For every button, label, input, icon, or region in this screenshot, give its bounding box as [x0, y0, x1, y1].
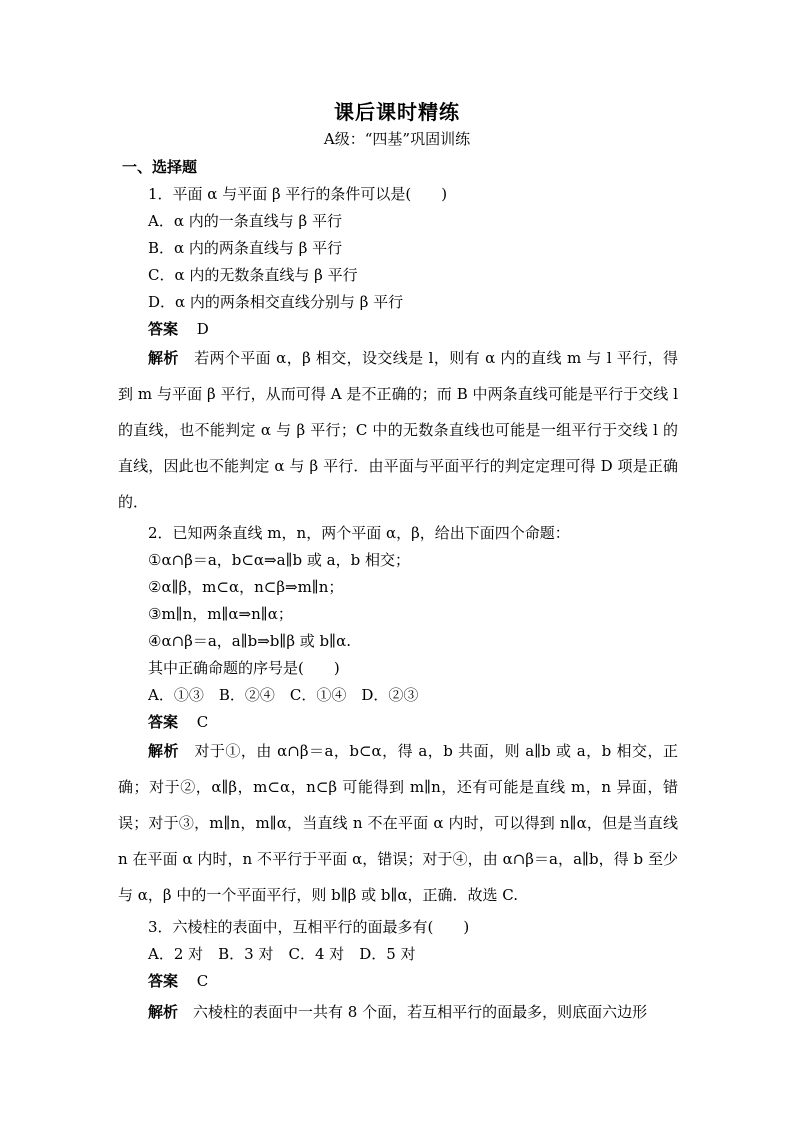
answer-label: 答案 — [148, 713, 179, 731]
analysis-label: 解析 — [148, 349, 179, 367]
page-subtitle: A级：“四基”巩固训练 — [323, 130, 471, 148]
q1-answer — [148, 318, 209, 339]
section-heading: 一、选择题 — [122, 158, 198, 176]
analysis-label: 解析 — [148, 1003, 179, 1021]
q2-analysis — [118, 733, 678, 913]
q2-prop-4: ④α∩β＝a，a∥b⇒b∥β 或 b∥α. — [148, 632, 351, 650]
analysis-label: 解析 — [148, 742, 179, 760]
q1-analysis — [118, 340, 678, 520]
q2-stem: 2．已知两条直线 m，n，两个平面 α，β，给出下面四个命题： — [148, 524, 570, 542]
q1-option-c: C．α 内的无数条直线与 β 平行 — [148, 266, 358, 284]
q2-prop-2: ②α∥β，m⊂α，n⊂β⇒m∥n； — [148, 578, 344, 596]
q3-answer — [148, 970, 208, 991]
q2-prop-1: ①α∩β＝a，b⊂α⇒a∥b 或 a，b 相交； — [148, 551, 410, 569]
q2-prop-3: ③m∥n，m∥α⇒n∥α； — [148, 605, 293, 623]
q1-option-a: A．α 内的一条直线与 β 平行 — [148, 212, 342, 230]
q2-answer — [148, 711, 208, 732]
q1-stem: 1．平面 α 与平面 β 平行的条件可以是( ) — [148, 185, 448, 203]
answer-value: C — [196, 972, 209, 990]
analysis-text: 若两个平面 α，β 相交，设交线是 l，则有 α 内的直线 m 与 l 平行，得到 m 与平面 β 平行，从而可得 A 是不正确的；而 B 中两条直线可能是平行于交线 l 的直线，也不能判定 α 与 β 平行；C 中的无数条直线也可能是一组平行于交线 l 的直线，因此也不能判定 α 与 β 平行．由平面与平面平行的判定定理可得 D 项是正确的． — [118, 349, 678, 511]
q3-analysis — [118, 994, 678, 1030]
q1-option-b: B．α 内的两条直线与 β 平行 — [148, 239, 343, 257]
answer-value: C — [196, 713, 209, 731]
page-title: 课后课时精练 — [334, 100, 460, 124]
q2-question: 其中正确命题的序号是( ) — [148, 659, 340, 677]
analysis-text: 六棱柱的表面中一共有 8 个面，若互相平行的面最多，则底面六边形 — [193, 1003, 648, 1021]
answer-label: 答案 — [148, 320, 179, 338]
q1-option-d: D．α 内的两条相交直线分别与 β 平行 — [148, 293, 404, 311]
q2-options: A．①③ B．②④ C．①④ D．②③ — [148, 686, 419, 704]
analysis-text: 对于①，由 α∩β＝a，b⊂α，得 a，b 共面，则 a∥b 或 a，b 相交，正确；对于②，α∥β，m⊂α，n⊂β 可能得到 m∥n，还有可能是直线 m，n 异面，错误；对于③，m∥n，m∥α，当直线 n 不在平面 α 内时，可以得到 n∥α，但是当直线 n 在平面 α 内时，n 不平行于平面 α，错误；对于④，由 α∩β＝a，a∥b，得 b 至少与 α，β 中的一个平面平行，则 b∥β 或 b∥α，正确．故选 C. — [118, 742, 678, 904]
answer-value: D — [196, 320, 209, 338]
answer-label: 答案 — [148, 972, 179, 990]
q3-options: A．2 对 B．3 对 C．4 对 D．5 对 — [148, 945, 416, 963]
q3-stem: 3．六棱柱的表面中，互相平行的面最多有( ) — [148, 918, 470, 936]
